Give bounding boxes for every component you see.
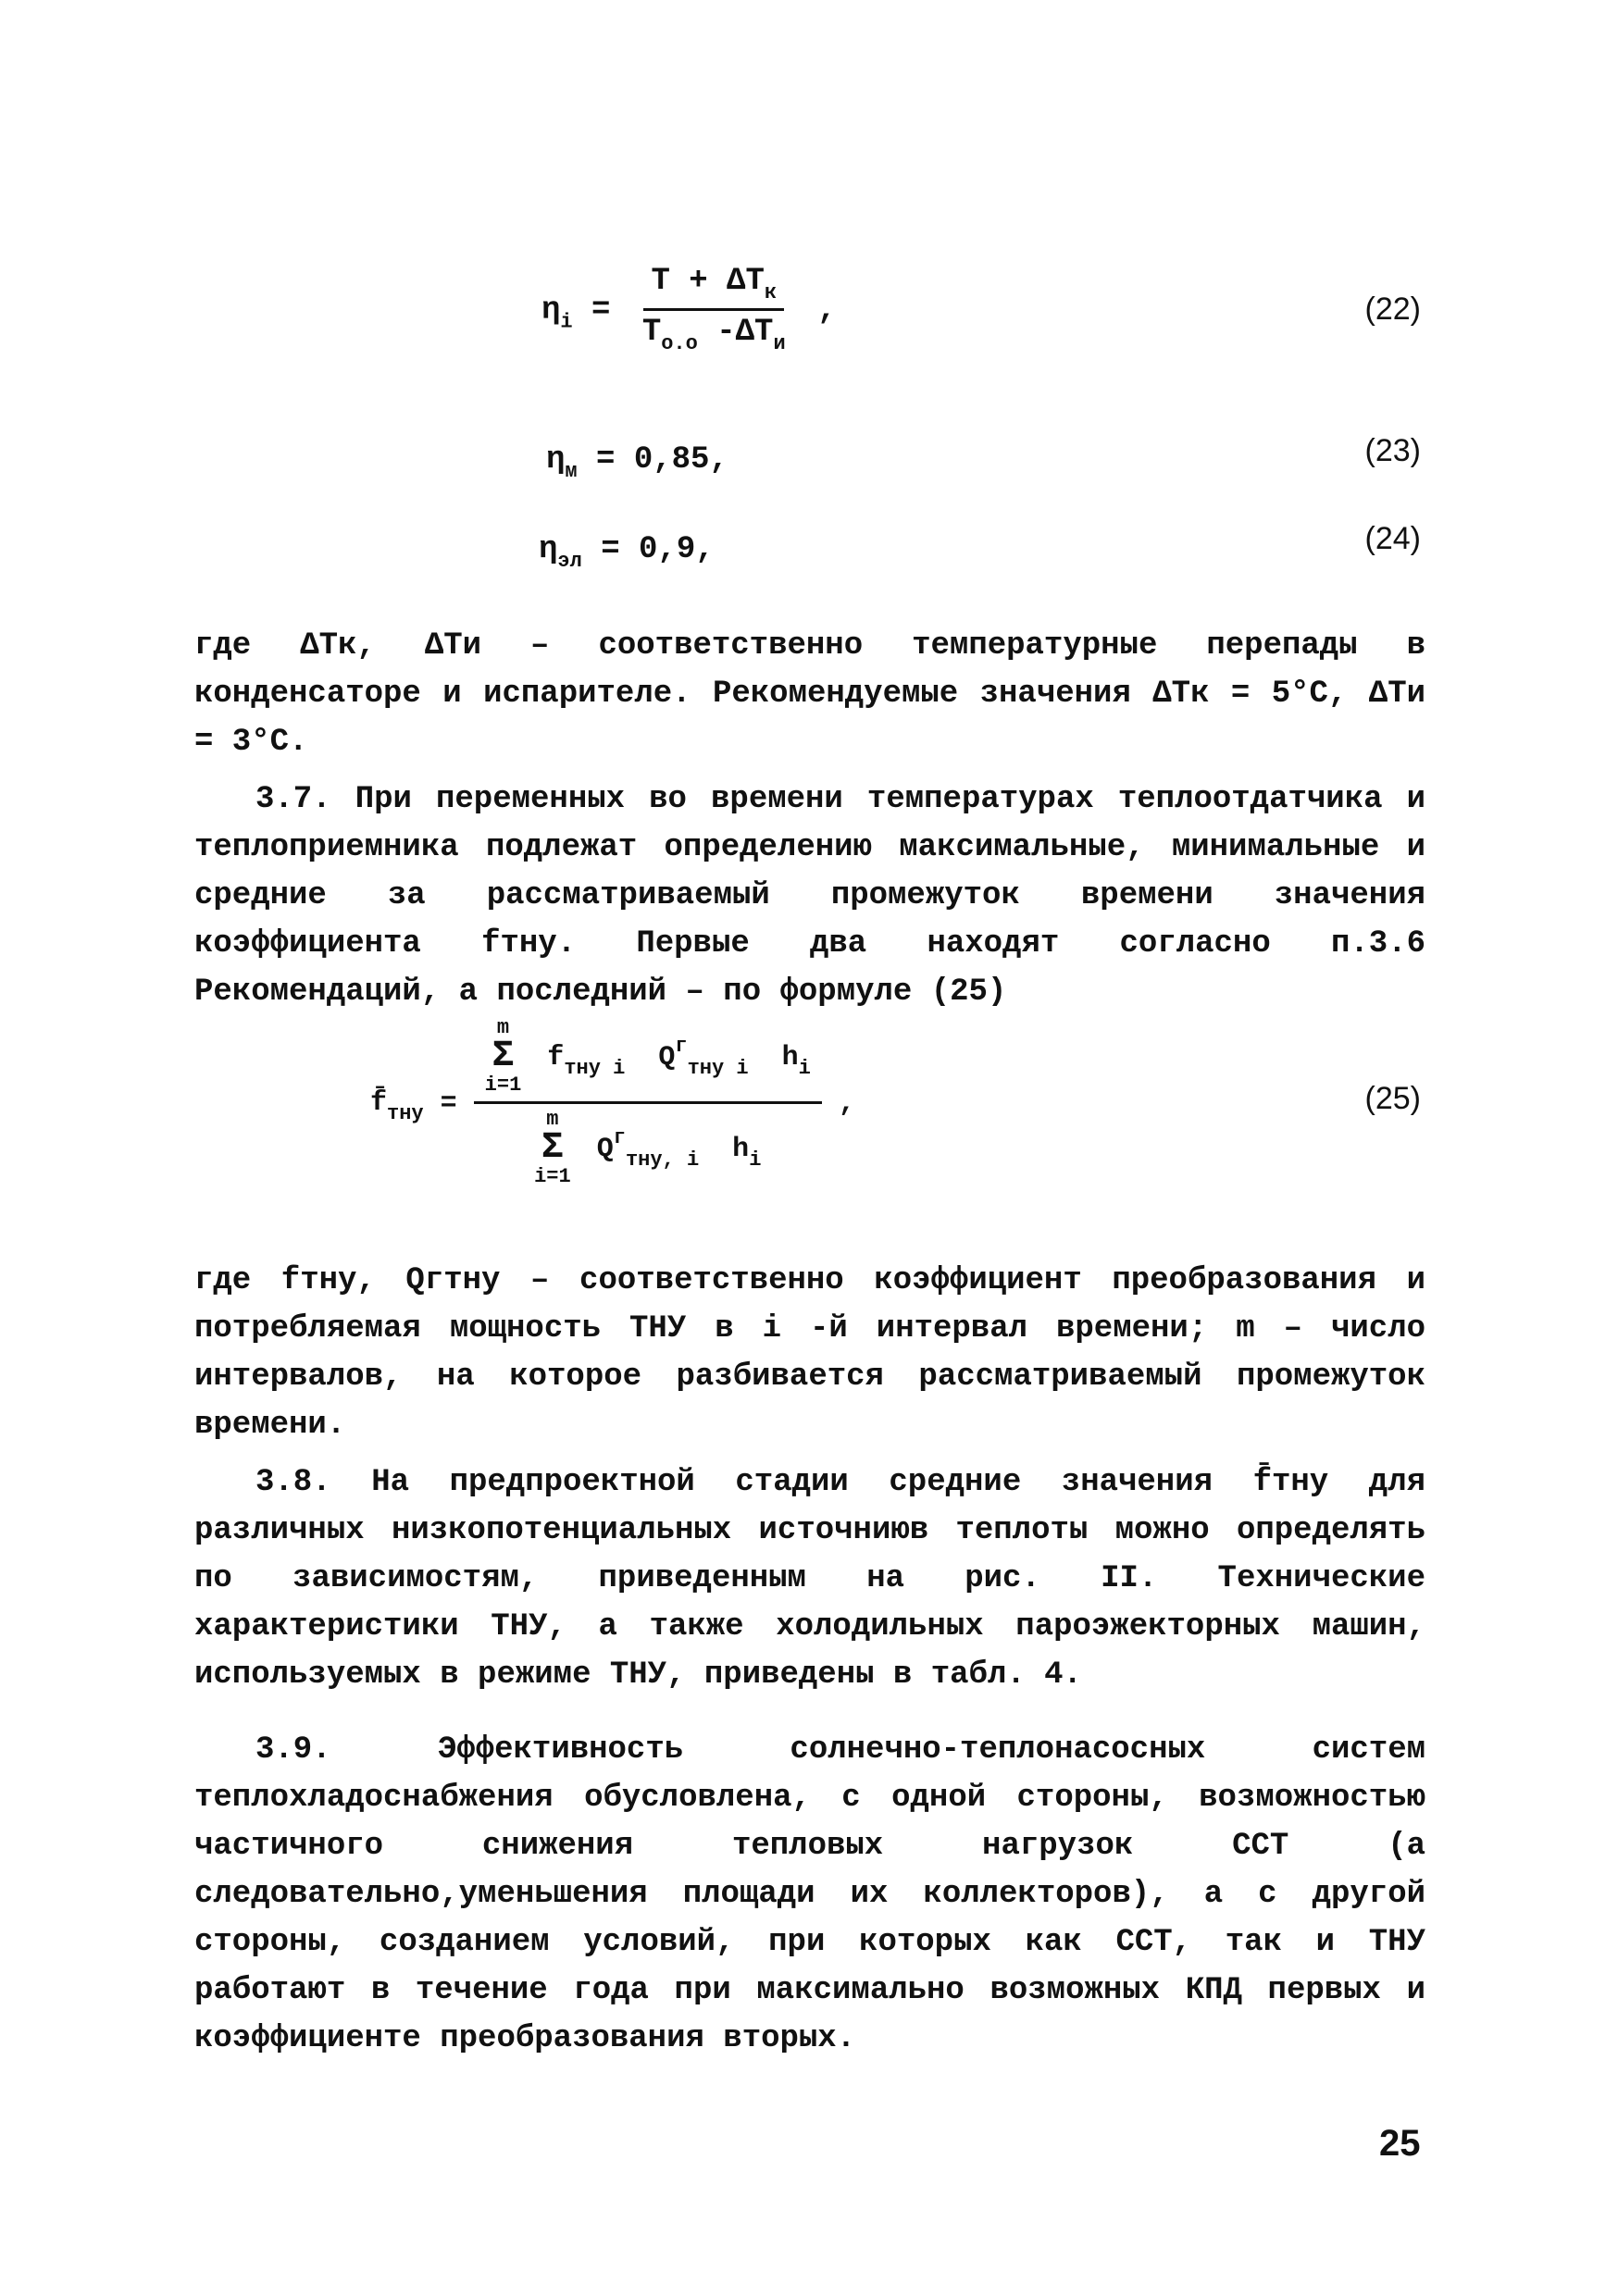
- equation-number-22: (22): [1364, 292, 1421, 327]
- paragraph-3-8: 3.8. На предпроектной стадии средние значения f̄тну для различных низкопотенциальных источниюв теплоты можно определять по зависимостям, приведенным на рис. II. Технические характеристики ТНУ, а также холодильных пароэжекторных машин, используемых в режиме ТНУ, приведены в табл. 4.: [194, 1465, 1425, 1693]
- sum-sign-numerator: m Σ i=1: [484, 1016, 522, 1097]
- eq25-lhs: $f̄_{тну}$: [370, 1087, 424, 1126]
- paragraph-3-9: 3.9. Эффективность солнечно-теплонасосных систем теплохладоснабжения обусловлена, с одной стороны, возможностью частичного снижения тепловых нагрузок ССТ (а следовательно,уменьшения площади их коллекторов), а с другой стороны, созданием условий, при которых как ССТ, так и ТНУ работают в течение года при максимально возможных КПД первых и коэффициенте преобразования вторых.: [194, 1732, 1425, 2056]
- sum-sign-denominator: m Σ i=1: [534, 1108, 571, 1188]
- paragraph-3-7: 3.7. При переменных во времени температурах теплоотдатчика и теплоприемника подлежат определению максимальные, минимальные и средние за рассматриваемый промежуток времени значения коэффициента fтну. Первые два находят согласно п.3.6 Рекомендаций, а последний – по формуле (25): [194, 782, 1425, 1010]
- eq22-lhs: η: [541, 292, 561, 329]
- eq22-fraction: $\frac{T + \Delta T_к}{T_{о.о} -\Delta T_и}$: [641, 264, 786, 355]
- equation-22: $\eta_i$ = $\frac{T + \Delta T_к}{T_{о.о} -\Delta T_и}$ ,: [541, 264, 837, 355]
- equation-number-24: (24): [1364, 521, 1421, 556]
- paragraph-where-f-tnu: где fтну, Qгтну – соответственно коэффициент преобразования и потребляемая мощность ТНУ в i -й интервал времени; m – число интервалов, на которое разбивается рассматриваемый промежуток времени.: [194, 1263, 1425, 1443]
- equation-23: $\eta_м = 0,85$,: [546, 442, 728, 483]
- equation-24: $\eta_{эл} = 0,9$,: [539, 532, 715, 573]
- equation-25: $f̄_{тну}$ = m Σ i=1 $f_{тну i}$ $Q^г_{тну i}$ $h_i$ m Σ i=1 $Q^г_{тну, i}$ $h_i$ ,: [370, 1016, 855, 1188]
- paragraph-where-delta-t: где ΔTк, ΔTи – соответственно температурные перепады в конденсаторе и испарителе. Рекомендуемые значения ΔTк = 5°C, ΔTи = 3°C.: [194, 628, 1425, 760]
- eq25-fraction: m Σ i=1 $f_{тну i}$ $Q^г_{тну i}$ $h_i$ m Σ i=1 $Q^г_{тну, i}$ $h_i$: [474, 1018, 822, 1187]
- equation-number-25: (25): [1364, 1081, 1421, 1116]
- page-number: 25: [1379, 2123, 1421, 2164]
- equation-number-23: (23): [1364, 433, 1421, 468]
